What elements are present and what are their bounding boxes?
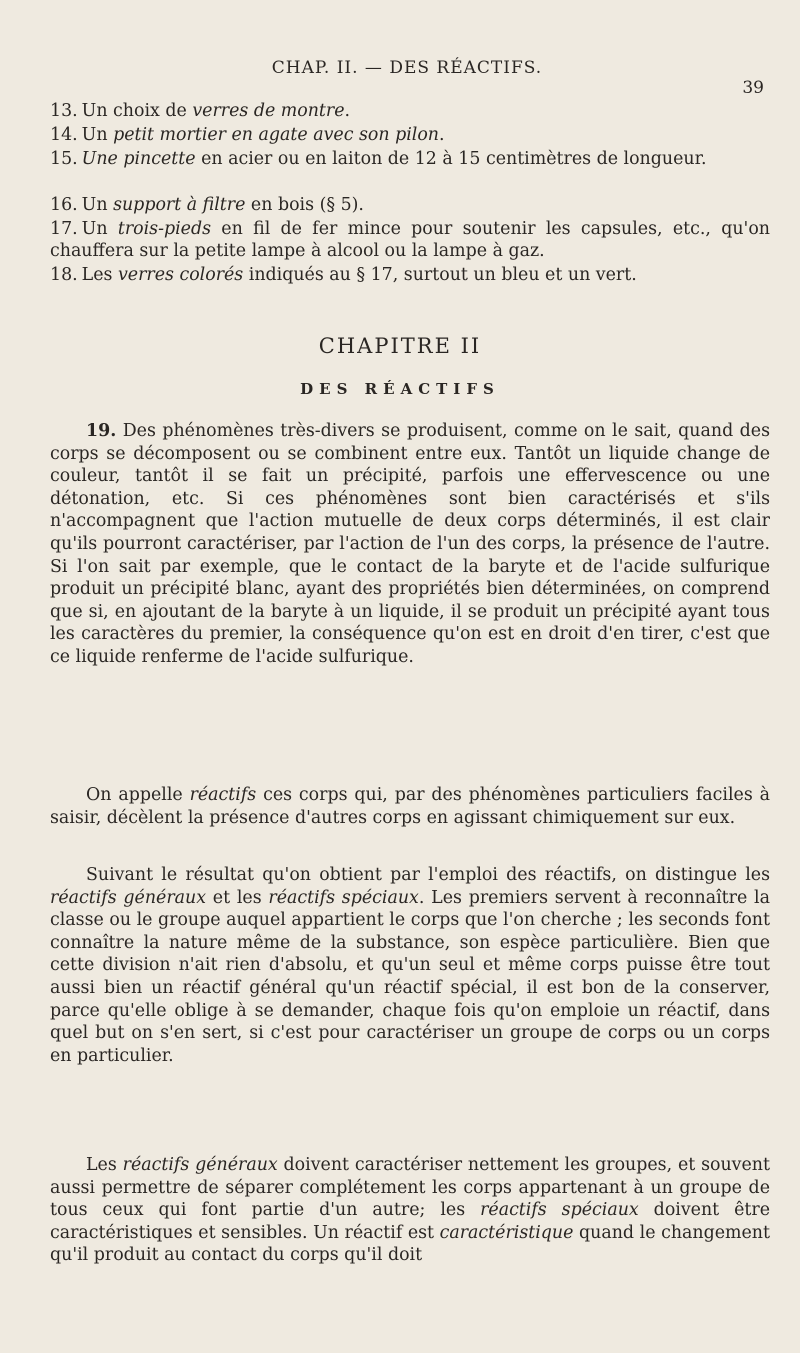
item-number: 17.	[50, 219, 78, 239]
item-number: 16.	[50, 195, 78, 215]
list-item: 16. Un support à filtre en bois (§ 5).	[50, 195, 364, 215]
list-item: 18. Les verres colorés indiqués au § 17, surtout un bleu et un vert.	[50, 265, 637, 285]
item-number: 18.	[50, 265, 78, 285]
running-head: CHAP. II. — DES RÉACTIFS.	[271, 58, 543, 78]
paragraph-classification: Suivant le résultat qu'on obtient par l'emploi des réactifs, on distingue les réactifs généraux et les réactifs spéciaux. Les premiers servent à reconnaître la classe ou le groupe auquel appartient le corps que l'on cherche ; les seconds font connaître la nature même de la substance, son espèce particulière. Bien que cette division n'ait rien d'absolu, et qu'un seul et même corps puisse être tout aussi bien un réactif général qu'un réactif spécial, il est bon de la conserver, parce qu'elle oblige à se demander, chaque fois qu'on emploie un réactif, dans quel but on s'en sert, si c'est pour caractériser un groupe de corps ou un corps en particulier.	[50, 865, 770, 1066]
paragraph-19: 19. Des phénomènes très-divers se produisent, comme on le sait, quand des corps se décomposent ou se combinent entre eux. Tantôt un liquide change de couleur, tantôt il se fait un précipité, parfois une effervescence ou une détonation, etc. Si ces phénomènes sont bien caractérisés et s'ils n'accompagnent que l'action mutuelle de deux corps déterminés, il est clair qu'ils pourront caractériser, par l'action de l'un des corps, la présence de l'autre. Si l'on sait par exemple, que le contact de la baryte et de l'acide sulfurique produit un précipité blanc, ayant des propriétés bien déterminées, on comprend que si, en ajoutant de la baryte à un liquide, il se produit un précipité ayant tous les caractères du premier, la conséquence qu'on est en droit d'en tirer, c'est que ce liquide renferme de l'acide sulfurique.	[50, 421, 770, 667]
item-number: 14.	[50, 125, 78, 145]
list-item: 13. Un choix de verres de montre.	[50, 101, 351, 121]
chapter-title: CHAPITRE II	[318, 334, 482, 358]
list-item: 17. Un trois-pieds en fil de fer mince pour soutenir les capsules, etc., qu'on chauffera sur la petite lampe à alcool ou la lampe à gaz.	[50, 219, 770, 261]
paragraph-definition: On appelle réactifs ces corps qui, par des phénomènes particuliers faciles à saisir, décèlent la présence d'autres corps en agissant chimiquement sur eux.	[50, 785, 771, 828]
paragraph-general-reagents: Les réactifs généraux doivent caractériser nettement les groupes, et souvent aussi permettre de séparer complétement les corps appartenant à un groupe de tous ceux qui font partie d'un autre; les réactifs spéciaux doivent être caractéristiques et sensibles. Un réactif est caractéristique quand le changement qu'il produit au contact du corps qu'il doit	[50, 1155, 770, 1266]
section-title: DES RÉACTIFS	[300, 380, 500, 398]
item-number: 13.	[50, 101, 78, 121]
paragraph-number: 19.	[86, 421, 117, 441]
list-item: 15. Une pincette en acier ou en laiton de 12 à 15 centimètres de longueur.	[50, 149, 707, 169]
item-number: 15.	[50, 149, 78, 169]
list-item: 14. Un petit mortier en agate avec son pilon.	[50, 125, 445, 145]
page-number: 39	[742, 78, 764, 98]
